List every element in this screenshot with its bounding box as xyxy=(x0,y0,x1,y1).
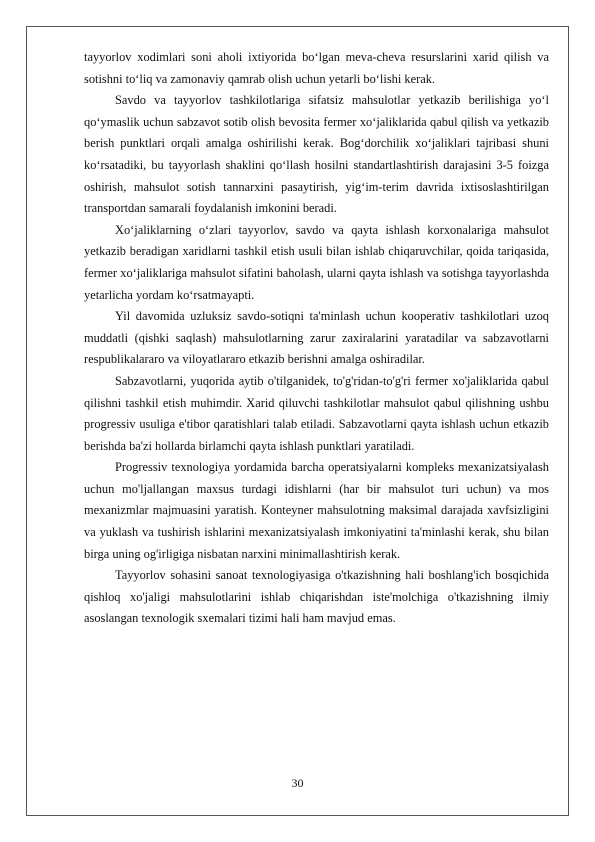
paragraph-3: Xo‘jaliklarning o‘zlari tayyorlov, savdo va qayta ishlash korxonalariga mahsulot yetkazib beradigan xaridlarni tashkil etish usuli bilan ishlab chiqaruvchilar, qoida tariqasida, fermer xo‘jaliklariga mahsulot sifatini baholash, ularni qayta ishlash va sotishga tayyorlashda yetarlicha yordam ko‘rsatmayapti. xyxy=(84,222,549,302)
paragraph-5: Sabzavotlarni, yuqorida aytib o'tilganidek, to'g'ridan-to'g'ri fermer xo'jaliklarida qabul qilishni tashkil etish muhimdir. Xarid qiluvchi tashkilotlar mahsulot qabul qilishning ushbu progressiv usuliga e'tibor qaratishlari talab etiladi. Sabzavotlarni qayta ishlash uchun etkazib berishda ba'zi hollarda birlamchi qayta ishlash punktlari yaratiladi. xyxy=(84,373,549,453)
page-number: 30 xyxy=(291,776,304,790)
document-body xyxy=(84,47,549,630)
paragraph-4: Yil davomida uzluksiz savdo-sotiqni ta'minlash uchun kooperativ tashkilotlari uzoq muddatli (qishki saqlash) mahsulotlarning zarur zaxiralarini yaratadilar va sabzavotlarni respublikalararo va viloyatlararo etkazib berishni amalga oshiradilar. xyxy=(84,309,549,367)
paragraph-2: Savdo va tayyorlov tashkilotlariga sifatsiz mahsulotlar yetkazib berilishiga yo‘l qo‘ymaslik uchun sabzavot sotib olish bevosita fermer xo‘jaliklarida qabul qilish va yetkazib berish punktlari orqali amalga oshirilishi kerak. Bog‘dorchilik xo‘jaliklari tajribasi shuni ko‘rsatadiki, bu tayyorlash shaklini qo‘llash hosilni standartlashtirish darajasini 3-5 foizga oshirish, mahsulot sotish tannarxini pasaytirish, yig‘im-terim davrida ixtisoslashtirilgan transportdan samarali foydalanish imkonini beradi. xyxy=(84,93,549,216)
paragraph-1: tayyorlov xodimlari soni aholi ixtiyorida bo‘lgan meva-cheva resurslarini xarid qilish va sotishni to‘liq va zamonaviy qamrab olish uchun yetarli bo‘lishi kerak. xyxy=(84,50,549,86)
paragraph-7: Tayyorlov sohasini sanoat texnologiyasiga o'tkazishning hali boshlang'ich bosqichida qishloq xo'jaligi mahsulotlarini ishlab chiqarishdan iste'molchiga o'tkazishning ilmiy asoslangan texnologik sxemalari tizimi hali ham mavjud emas. xyxy=(84,568,549,626)
paragraph-6: Progressiv texnologiya yordamida barcha operatsiyalarni kompleks mexanizatsiyalash uchun mo'ljallangan maxsus turdagi idishlarni (har bir mahsulot turi uchun) va mos mexanizmlar majmuasini yaratish. Konteyner mahsulotning maksimal darajada xavfsizligini va yuklash va tushirish ishlarini mexanizatsiyalash imkoniyatini ta'minlashi kerak, shu bilan birga uning og'irligiga nisbatan narxini minimallashtirish kerak. xyxy=(84,460,549,561)
